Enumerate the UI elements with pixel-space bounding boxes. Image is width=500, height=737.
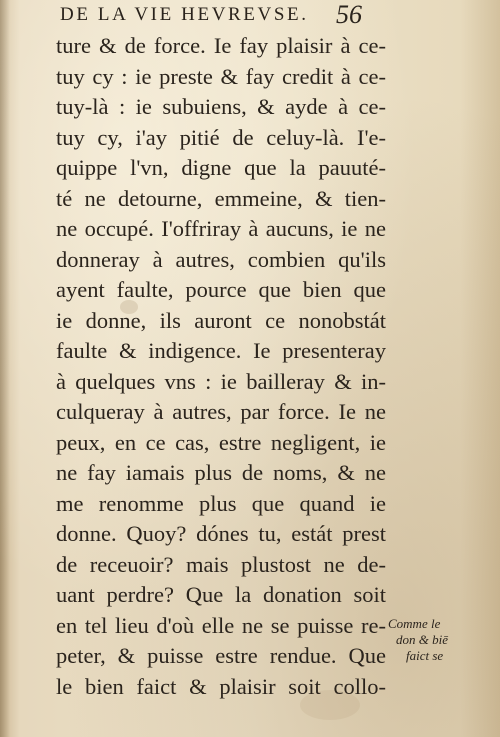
text-line: à quelques vns : ie bailleray & in- [56, 368, 386, 394]
text-line: tuy cy, i'ay pitié de celuy-là. I'e- [56, 124, 386, 150]
text-line: tuy cy : ie preste & fay credit à ce- [56, 63, 386, 89]
text-line: ne occupé. I'offriray à aucuns, ie ne [56, 216, 386, 241]
text-line: donneray à autres, combien qu'ils [56, 246, 386, 272]
text-line: ie donne, ils auront ce nonobstát [56, 307, 386, 333]
gutter-shadow [0, 0, 10, 737]
text-line: en tel lieu d'où elle ne se puisse re- [56, 612, 386, 638]
text-line: le bien faict & plaisir soit collo- [56, 673, 386, 699]
margin-note [388, 616, 468, 664]
text-line: ne fay iamais plus de noms, & ne [56, 460, 386, 485]
text-line: ayent faulte, pource que bien que [56, 277, 386, 302]
text-line: peter, & puisse estre rendue. Que [56, 643, 386, 668]
margin-note-line: Comme le [388, 616, 441, 631]
text-line: ture & de force. Ie fay plaisir à ce- [56, 33, 386, 58]
body-text [56, 31, 386, 702]
text-line: tuy-là : ie subuiens, & ayde à ce- [56, 94, 386, 119]
text-line: faulte & indigence. Ie presenteray [56, 338, 386, 363]
text-line: de receuoir? mais plustost ne de- [56, 551, 386, 577]
text-line: culqueray à autres, par force. Ie ne [56, 399, 386, 424]
text-line: uant perdre? Que la donation soit [56, 582, 386, 607]
text-line: quippe l'vn, digne que la pauuté- [56, 155, 386, 180]
running-head: DE LA VIE HEVREVSE. [60, 4, 309, 25]
text-line: peux, en ce cas, estre negligent, ie [56, 429, 386, 455]
text-line: donne. Quoy? dónes tu, estát prest [56, 521, 386, 546]
page-number: 56 [336, 0, 362, 29]
text-line: té ne detourne, emmeine, & tien- [56, 185, 386, 211]
margin-note-line: faict se [406, 648, 444, 663]
text-line: me renomme plus que quand ie [56, 490, 386, 516]
margin-note-line: don & biē [396, 632, 448, 647]
